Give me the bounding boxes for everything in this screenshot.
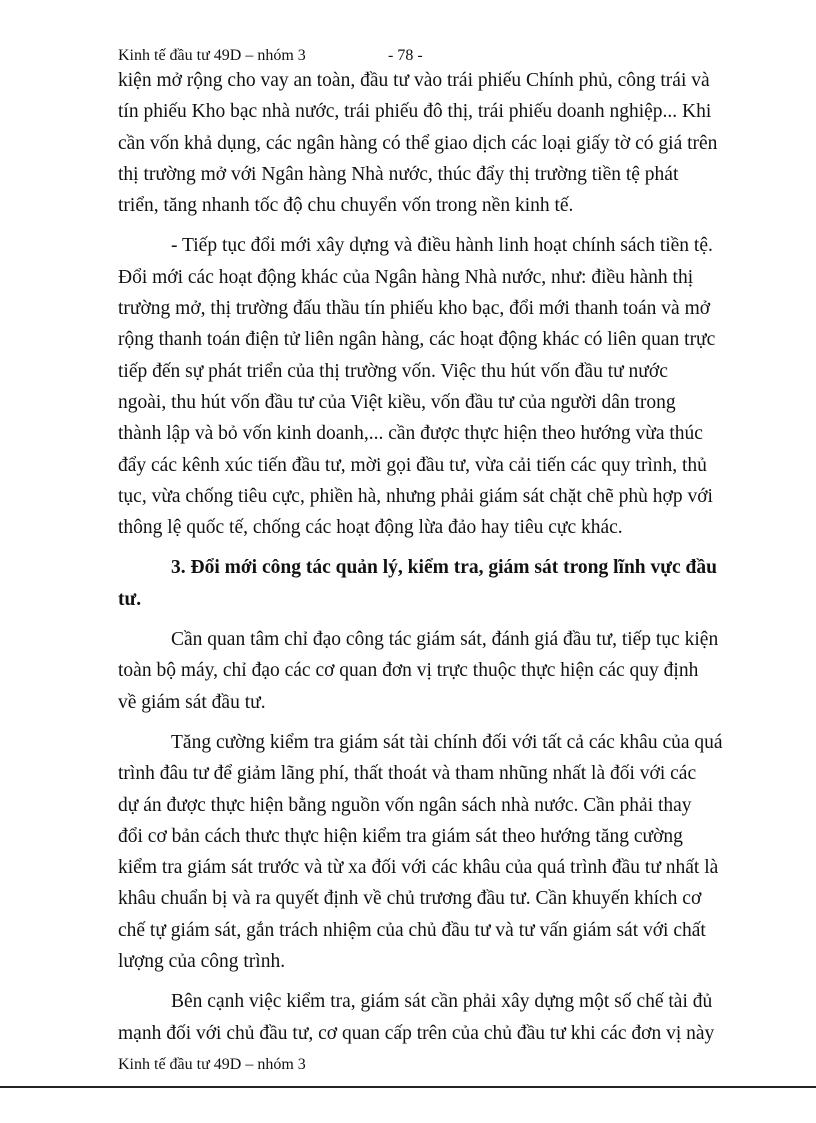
heading-line: 3. Đổi mới công tác quản lý, kiểm tra, giám sát trong lĩnh vực đầu (171, 557, 717, 579)
text-line: cần vốn khả dụng, các ngân hàng có thể giao dịch các loại giấy tờ có giá trên (118, 132, 718, 154)
footer-divider (0, 1086, 816, 1088)
text-line: chế tự giám sát, gắn trách nhiệm của chủ đầu tư và tư vấn giám sát với chất (118, 919, 706, 941)
text-line: toàn bộ máy, chỉ đạo các cơ quan đơn vị trực thuộc thực hiện các quy định (118, 660, 699, 682)
paragraph-monetary-policy (118, 230, 716, 543)
text-line: dự án được thực hiện bằng nguồn vốn ngân sách nhà nước. Cần phải thay (118, 794, 692, 816)
text-line: mạnh đối với chủ đầu tư, cơ quan cấp trên của chủ đầu tư khi các đơn vị này (118, 1022, 715, 1044)
text-line: trình đâu tư để giảm lãng phí, thất thoát và tham nhũng nhất là đối với các (118, 763, 697, 785)
text-line: tục, vừa chống tiêu cực, phiền hà, nhưng phải giám sát chặt chẽ phù hợp với (118, 485, 713, 507)
text-line: đổi cơ bản cách thưc thực hiện kiểm tra giám sát theo hướng tăng cường (118, 825, 683, 847)
text-line: rộng thanh toán điện tử liên ngân hàng, các hoạt động khác có liên quan trực (118, 329, 716, 351)
text-line: Bên cạnh việc kiểm tra, giám sát cần phải xây dựng một số chế tài đủ (171, 991, 713, 1013)
header-title: Kinh tế đầu tư 49D – nhóm 3 (118, 47, 306, 64)
text-line: kiện mở rộng cho vay an toàn, đầu tư vào trái phiếu Chính phủ, công trái và (118, 70, 710, 91)
text-line: triển, tăng nhanh tốc độ chu chuyển vốn trong nền kinh tế. (118, 195, 574, 217)
page-body (118, 65, 723, 1049)
text-line: trường mở, thị trường đấu thầu tín phiếu kho bạc, đổi mới thanh toán và mở (118, 298, 711, 320)
section-heading (118, 552, 717, 615)
text-line: Tăng cường kiểm tra giám sát tài chính đối với tất cả các khâu của quá (171, 731, 723, 753)
text-line: tín phiếu Kho bạc nhà nước, trái phiếu đô thị, trái phiếu doanh nghiệp... Khi (118, 101, 712, 123)
paragraph-financial-inspection (118, 727, 723, 977)
paragraph-continuation (118, 65, 718, 221)
text-line: thành lập và bỏ vốn kinh doanh,... cần được thực hiện theo hướng vừa thúc (118, 423, 703, 445)
text-line: lượng của công trình. (118, 951, 286, 973)
text-line: Đổi mới các hoạt động khác của Ngân hàng Nhà nước, như: điều hành thị (118, 266, 694, 288)
page-number: - 78 - (388, 47, 423, 64)
text-line: khâu chuẩn bị và ra quyết định về chủ trương đầu tư. Cần khuyến khích cơ (118, 888, 702, 910)
page-header (118, 46, 423, 66)
paragraph-sanctions (118, 986, 715, 1049)
text-line: thị trường mở với Ngân hàng Nhà nước, thúc đẩy thị trường tiền tệ phát (118, 163, 679, 185)
text-line: thông lệ quốc tế, chống các hoạt động lừa đảo hay tiêu cực khác. (118, 517, 623, 539)
paragraph-supervision (118, 624, 719, 718)
page-footer: Kinh tế đầu tư 49D – nhóm 3 (118, 1056, 306, 1073)
text-line: ngoài, thu hút vốn đầu tư của Việt kiều, vốn đầu tư của người dân trong (118, 391, 676, 413)
heading-line: tư. (118, 588, 142, 610)
text-line: kiểm tra giám sát trước và từ xa đối với các khâu của quá trình đầu tư nhất là (118, 857, 719, 879)
text-line: về giám sát đầu tư. (118, 691, 266, 713)
text-line: - Tiếp tục đổi mới xây dựng và điều hành linh hoạt chính sách tiền tệ. (171, 235, 713, 257)
text-line: tiếp đến sự phát triển của thị trường vốn. Việc thu hút vốn đầu tư nước (118, 360, 668, 382)
text-line: đẩy các kênh xúc tiến đầu tư, mời gọi đầu tư, vừa cải tiến các quy trình, thủ (118, 454, 707, 476)
text-line: Cần quan tâm chỉ đạo công tác giám sát, đánh giá đầu tư, tiếp tục kiện (171, 629, 719, 651)
